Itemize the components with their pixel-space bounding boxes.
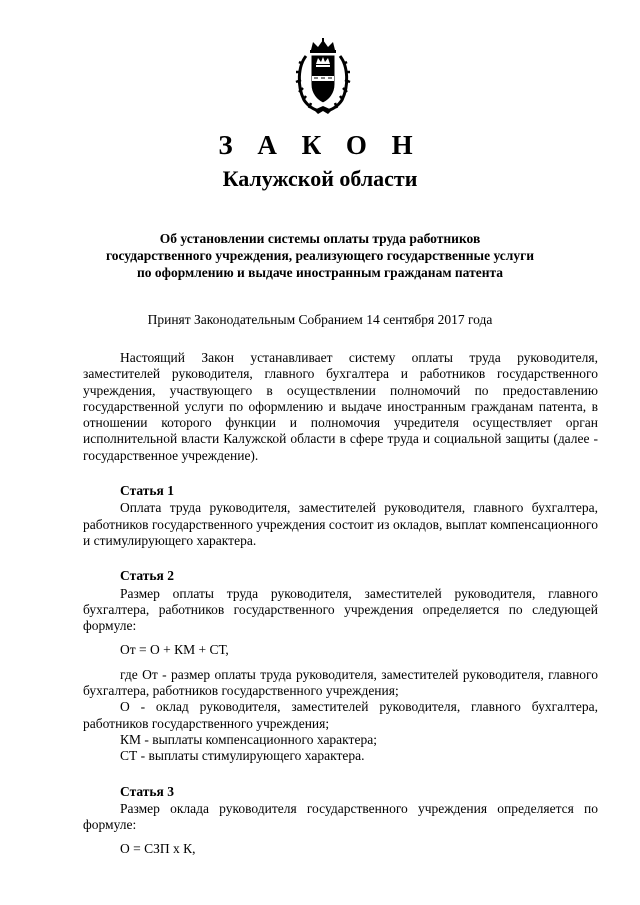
article-1-text: Оплата труда руководителя, заместителей руководителя, главного бухгалтера, работников государственного учреждения состоит из окладов, выплат компенсационного и стимулирующего характера. <box>83 500 598 548</box>
article-3-formula: О = СЗП х К, <box>120 841 196 857</box>
law-body <box>83 350 598 866</box>
article-2-formula: От = О + КМ + СТ, <box>120 642 229 658</box>
adoption-note: Принят Законодательным Собранием 14 сентября 2017 года <box>147 312 493 327</box>
article-3-heading: Статья 3 <box>120 783 174 799</box>
preamble-paragraph: Настоящий Закон устанавливает систему оплаты труда руководителя, заместителей руководителя, главного бухгалтера и работников государственного учреждения, участвующего в осуществлении полномочий по предоставлению государственной услуги по оформлению и выдаче иностранным гражданам патента, в отношении которого функции и полномочия учредителя осуществляет орган исполнительной власти Калужской области в сфере труда и социальной защиты (далее - государственное учреждение). <box>83 350 598 463</box>
coat-of-arms-icon <box>294 38 352 114</box>
article-2-definition-o: О - оклад руководителя, заместителей руководителя, главного бухгалтера, работников государственного учреждения; <box>83 699 598 731</box>
law-region: Калужской области <box>222 166 418 191</box>
article-2-heading: Статья 2 <box>120 568 174 584</box>
law-subject-line: государственного учреждения, реализующего государственные услуги <box>105 248 535 263</box>
law-title: З А К О Н <box>218 130 422 160</box>
article-2-definition-km: КМ - выплаты компенсационного характера; <box>120 731 377 747</box>
article-1-heading: Статья 1 <box>120 483 174 499</box>
article-3-intro: Размер оклада руководителя государственного учреждения определяется по формуле: <box>83 800 598 833</box>
article-2-definition-st: СТ - выплаты стимулирующего характера. <box>120 748 365 764</box>
article-2-intro: Размер оплаты труда руководителя, заместителей руководителя, главного бухгалтера, работников государственного учреждения определяется по следующей формуле: <box>83 585 598 634</box>
law-subject-line: по оформлению и выдаче иностранным гражданам патента <box>136 265 504 280</box>
law-subject-line: Об установлении системы оплаты труда работников <box>159 231 481 246</box>
article-2-definition-ot: где От - размер оплаты труда руководителя, заместителей руководителя, главного бухгалтера, работников государственного учреждения; <box>83 666 598 699</box>
law-subject <box>60 230 580 281</box>
